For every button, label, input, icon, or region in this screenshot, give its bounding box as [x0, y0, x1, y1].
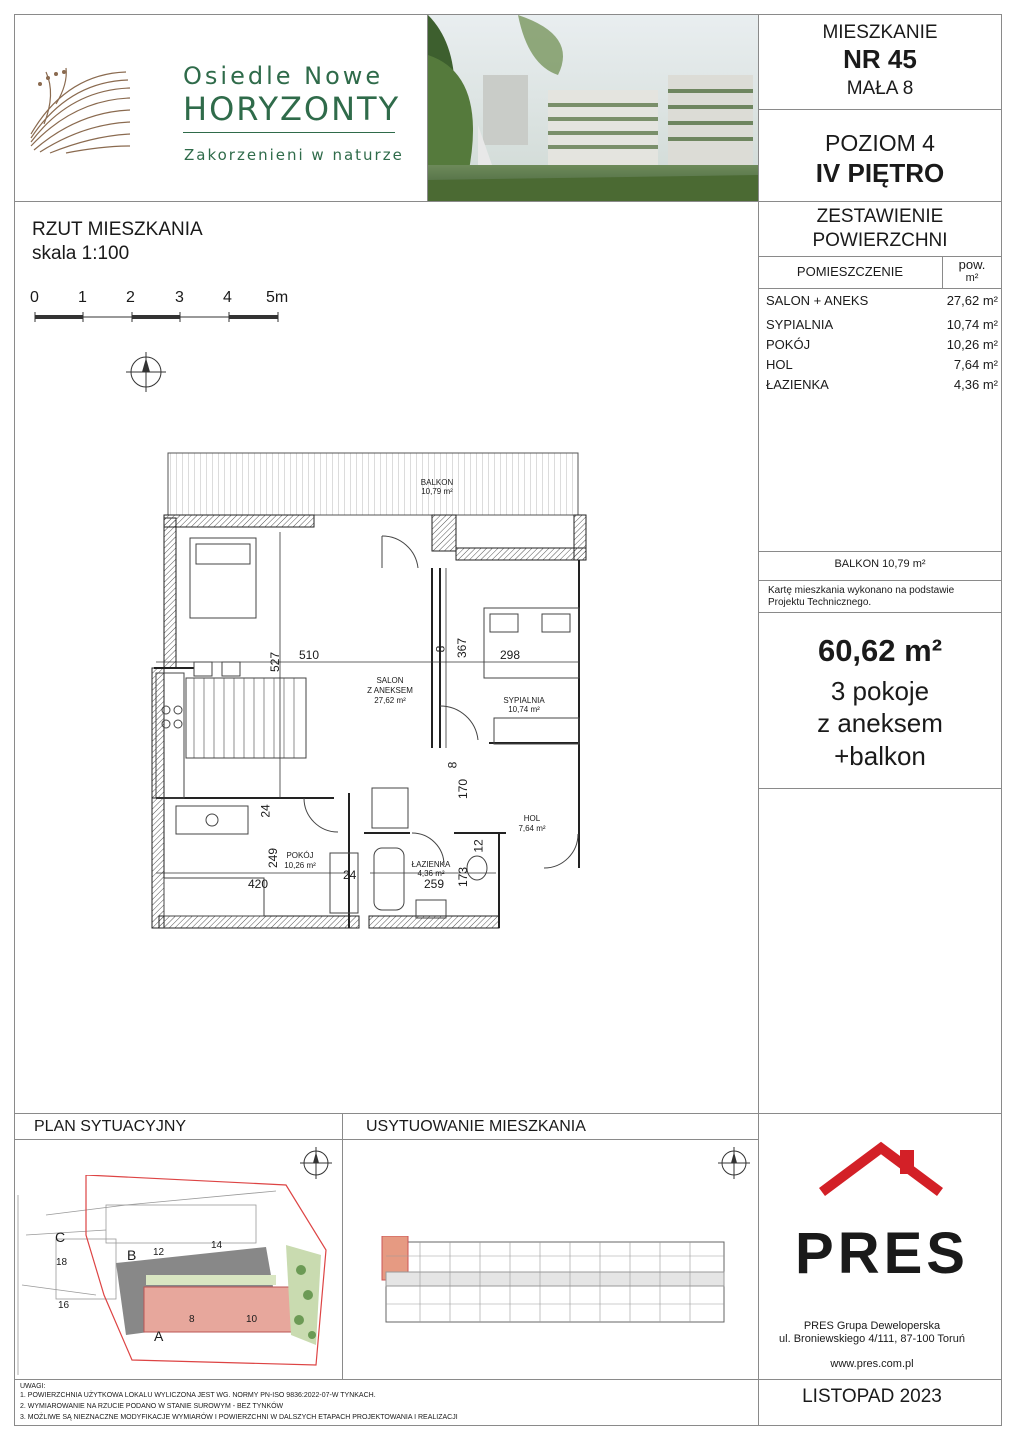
- divider: [758, 109, 1002, 110]
- scale-tick-label: 4: [223, 289, 232, 306]
- room-name: SYPIALNIA: [766, 317, 834, 332]
- situation-plan-title: PLAN SYTUACYJNY: [34, 1118, 187, 1135]
- note-line: 1. POWIERZCHNIA UŻYTKOWA LOKALU WYLICZONA JEST WG. NORMY PN-ISO 9836:2022-07-W TYNKACH.: [20, 1392, 376, 1399]
- location-title: USYTUOWANIE MIESZKANIA: [366, 1118, 586, 1135]
- apartment-floor: IV PIĘTRO: [815, 158, 945, 188]
- site-label: 12: [153, 1247, 165, 1258]
- divider: [14, 1379, 1002, 1380]
- company-website[interactable]: www.pres.com.pl: [830, 1358, 914, 1370]
- room-area-salon: 27,62 m²: [374, 696, 406, 705]
- room-label-lazienka: ŁAZIENKA: [411, 860, 451, 869]
- room-area: 10,26 m²: [946, 337, 998, 352]
- room-name: POKÓJ: [766, 337, 811, 352]
- scale-bar: [30, 309, 290, 323]
- room-name: SALON + ANEKS: [766, 293, 869, 308]
- room-name: ŁAZIENKA: [766, 377, 829, 392]
- divider: [758, 612, 1002, 613]
- note-line: 2. WYMIAROWANIE NA RZUCIE PODANO W STANIE SUROWYM - BEZ TYNKÓW: [20, 1403, 284, 1410]
- scale-tick-label: 5m: [266, 289, 289, 306]
- dimension: 420: [248, 877, 269, 891]
- room-label-salon-2: Z ANEKSEM: [367, 686, 413, 695]
- building-rendering: [428, 15, 758, 201]
- project-name-line2: HORYZONTY: [183, 90, 401, 128]
- summary-title-line2: POWIERZCHNI: [812, 230, 948, 251]
- room-label-hol: HOL: [523, 814, 541, 823]
- logo-underline: [183, 132, 395, 133]
- site-label: A: [154, 1328, 164, 1344]
- dimension: 12: [471, 839, 486, 853]
- apartment-number: NR 45: [843, 44, 917, 74]
- room-area-sypialnia: 10,74 m²: [508, 705, 540, 714]
- room-area: 7,64 m²: [953, 357, 998, 372]
- room-name: HOL: [766, 357, 793, 372]
- site-label: 16: [58, 1300, 70, 1311]
- note-line: 3. MOŻLIWE SĄ NIEZNACZNE MODYFIKACJE WYMIARÓW I POWIERZCHNI W DALSZYCH ETAPACH PROJEKTOWANIA I REALIZACJI: [20, 1414, 458, 1421]
- site-label: B: [127, 1247, 137, 1263]
- room-area: 27,62 m²: [946, 293, 998, 308]
- company-logo-text: PRES: [795, 1221, 969, 1286]
- apartment-label: MIESZKANIE: [822, 22, 938, 43]
- dimension: 173: [456, 866, 471, 888]
- building-floor-map: [380, 1236, 730, 1326]
- scale-tick-label: 1: [78, 289, 87, 306]
- room-area-balkon: 10,79 m²: [421, 487, 453, 496]
- balcony-area: BALKON 10,79 m²: [834, 558, 926, 570]
- site-label: 8: [189, 1314, 195, 1325]
- divider: [14, 1113, 1002, 1114]
- room-area-hol: 7,64 m²: [518, 824, 546, 833]
- kitchen-info: z aneksem: [817, 708, 943, 738]
- divider: [758, 551, 1002, 552]
- dimension: 170: [456, 778, 471, 800]
- project-tagline: Zakorzenieni w naturze: [184, 146, 404, 164]
- notes-title: UWAGI:: [20, 1383, 46, 1390]
- site-label: 10: [246, 1314, 258, 1325]
- project-logo: [20, 20, 420, 195]
- project-name-line1: Osiedle Nowe: [183, 62, 384, 90]
- room-area-pokoj: 10,26 m²: [284, 861, 316, 870]
- room-area: 4,36 m²: [953, 377, 998, 392]
- company-name: PRES Grupa Deweloperska: [803, 1320, 941, 1332]
- north-arrow-icon: [716, 1145, 752, 1181]
- scale-tick-label: 0: [30, 289, 39, 306]
- divider: [14, 1139, 758, 1140]
- site-label: 14: [211, 1240, 223, 1251]
- column-header-unit: m²: [965, 272, 979, 284]
- dimension: 24: [258, 804, 273, 818]
- divider: [758, 580, 1002, 581]
- note-line1: Kartę mieszkania wykonano na podstawie: [768, 585, 955, 596]
- divider: [758, 201, 1002, 202]
- site-label: C: [55, 1229, 66, 1245]
- summary-title-line1: ZESTAWIENIE: [816, 206, 944, 227]
- plan-scale: skala 1:100: [32, 243, 130, 264]
- apartment-street: MAŁA 8: [846, 78, 914, 99]
- site-label: 18: [56, 1257, 68, 1268]
- room-area: 10,74 m²: [946, 317, 998, 332]
- room-area-lazienka: 4,36 m²: [417, 869, 445, 878]
- note-line2: Projektu Technicznego.: [768, 597, 872, 608]
- dimension: 367: [455, 637, 470, 659]
- issue-date: LISTOPAD 2023: [802, 1386, 942, 1407]
- scale-tick-label: 2: [126, 289, 135, 306]
- situation-map: [16, 1175, 342, 1375]
- balcony-info: +balkon: [834, 741, 926, 771]
- dimension: 24: [343, 868, 357, 882]
- plan-title: RZUT MIESZKANIA: [32, 219, 203, 240]
- company-roof-icon: [816, 1140, 946, 1210]
- tree-emblem-icon: [26, 64, 136, 154]
- column-header-area: pow.: [958, 257, 986, 272]
- dimension: 249: [266, 847, 281, 869]
- north-arrow-icon: [124, 350, 168, 394]
- dimension: 259: [424, 877, 445, 891]
- dimension: 8: [433, 645, 448, 653]
- dimension: 510: [299, 648, 320, 662]
- room-label-balkon: BALKON: [420, 478, 454, 487]
- divider: [342, 1113, 343, 1379]
- divider: [14, 201, 758, 202]
- company-address: ul. Broniewskiego 4/111, 87-100 Toruń: [779, 1333, 965, 1345]
- total-area: 60,62 m²: [817, 633, 943, 668]
- column-header-room: POMIESZCZENIE: [796, 264, 904, 279]
- scale-tick-label: 3: [175, 289, 184, 306]
- dimension: 527: [268, 651, 283, 673]
- room-label-pokoj: POKÓJ: [286, 851, 314, 860]
- dimension: 8: [445, 761, 460, 769]
- room-label-salon: SALON: [376, 676, 404, 685]
- room-label-sypialnia: SYPIALNIA: [503, 696, 545, 705]
- apartment-level: POZIOM 4: [825, 130, 935, 156]
- divider: [758, 788, 1002, 789]
- rooms-count: 3 pokoje: [830, 676, 930, 706]
- divider: [758, 288, 1002, 289]
- dimension: 298: [500, 648, 521, 662]
